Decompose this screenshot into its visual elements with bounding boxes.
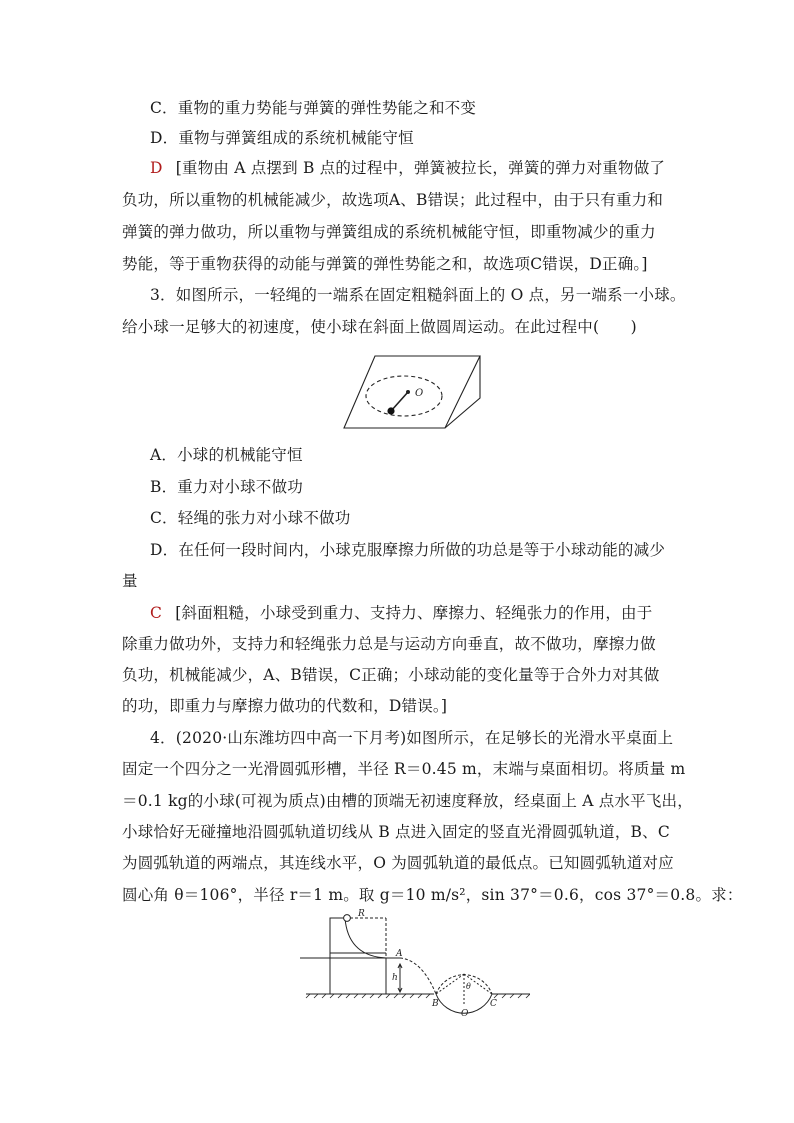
q3-stem-line: 3．如图所示，一轻绳的一端系在固定粗糙斜面上的 O 点，另一端系一小球。 [150, 286, 686, 304]
label-b: B [432, 999, 439, 1009]
q3-explanation-line: 的功，即重力与摩擦力做功的代数和，D错误。] [122, 697, 448, 715]
q2-explanation-line: 势能，等于重物获得的动能与弹簧的弹性势能之和，故选项C错误，D正确。] [122, 255, 648, 273]
q3-answer-letter: C [150, 604, 163, 622]
q2-explanation-line: 负功，所以重物的机械能减少，故选项A、B错误；此过程中，由于只有重力和 [122, 191, 664, 209]
light-rope [391, 392, 408, 411]
label-a: A [396, 949, 403, 959]
q2-answer-line [150, 157, 665, 179]
incline-figure [340, 352, 485, 432]
label-r: R [358, 909, 365, 919]
q3-explanation-line: [斜面粗糙，小球受到重力、支持力、摩擦力、轻绳张力的作用，由于 [175, 604, 653, 622]
q4-stem-line: ＝0.1 kg的小球(可视为质点)由槽的顶端无初速度释放，经桌面上 A 点水平飞出， [122, 792, 693, 810]
q2-option-d: D．重物与弹簧组成的系统机械能守恒 [150, 129, 414, 147]
q4-stem-line: 圆心角 θ＝106°，半径 r＝1 m。取 g＝10 m/s²，sin 37°＝0.6，cos 37°＝0.8。求： [122, 886, 743, 904]
q3-option-d: D．在任何一段时间内，小球克服摩擦力所做的功总是等于小球动能的减少 [150, 541, 666, 559]
q3-stem-line: 给小球一足够大的初速度，使小球在斜面上做圆周运动。在此过程中( ) [122, 318, 637, 336]
q4-stem-line: 为圆弧轨道的两端点，其连线水平，O 为圆弧轨道的最低点。已知圆弧轨道对应 [122, 854, 674, 872]
q3-explanation-line: 负功，机械能减少，A、B错误，C正确；小球动能的变化量等于合外力对其做 [122, 666, 660, 684]
label-c: C [490, 999, 497, 1009]
q3-option-d-cont: 量 [122, 572, 138, 590]
pivot-point-o [406, 390, 410, 394]
radius-to-b [436, 974, 464, 994]
q2-option-c: C．重物的重力势能与弹簧的弹性势能之和不变 [150, 99, 477, 117]
q3-answer-line [150, 602, 652, 624]
ground-hatching [306, 994, 530, 998]
quarter-circle-groove [330, 918, 386, 958]
projectile-path [400, 958, 436, 994]
q2-explanation-line: 弹簧的弹力做功，所以重物与弹簧组成的系统机械能守恒，即重物减少的重力 [122, 223, 656, 241]
q4-stem-line: 4．(2020·山东潍坊四中高一下月考)如图所示，在足够长的光滑水平桌面上 [150, 729, 674, 747]
label-theta: θ [466, 982, 471, 991]
q2-explanation-line: [重物由 A 点摆到 B 点的过程中，弹簧被拉长，弹簧的弹力对重物做了 [175, 159, 666, 177]
q3-explanation-line: 除重力做功外，支持力和轻绳张力总是与运动方向垂直，故不做功，摩擦力做 [122, 635, 656, 653]
q4-stem-line: 固定一个四分之一光滑圆弧形槽，半径 R＝0.45 m，末端与桌面相切。将质量 m [122, 760, 686, 778]
small-ball [387, 407, 394, 414]
label-o: O [415, 388, 424, 399]
label-o: O [461, 1009, 469, 1019]
q3-option-a: A．小球的机械能守恒 [150, 446, 303, 464]
q2-answer-letter: D [150, 159, 163, 177]
q4-stem-line: 小球恰好无碰撞地沿圆弧轨道切线从 B 点进入固定的竖直光滑圆弧轨道，B、C [122, 823, 670, 841]
track-figure [300, 908, 530, 1020]
ball-on-groove [344, 915, 351, 922]
q3-option-b: B．重力对小球不做功 [150, 478, 303, 496]
incline-face [344, 356, 480, 428]
q3-option-c: C．轻绳的张力对小球不做功 [150, 509, 351, 527]
label-h: h [392, 973, 398, 983]
